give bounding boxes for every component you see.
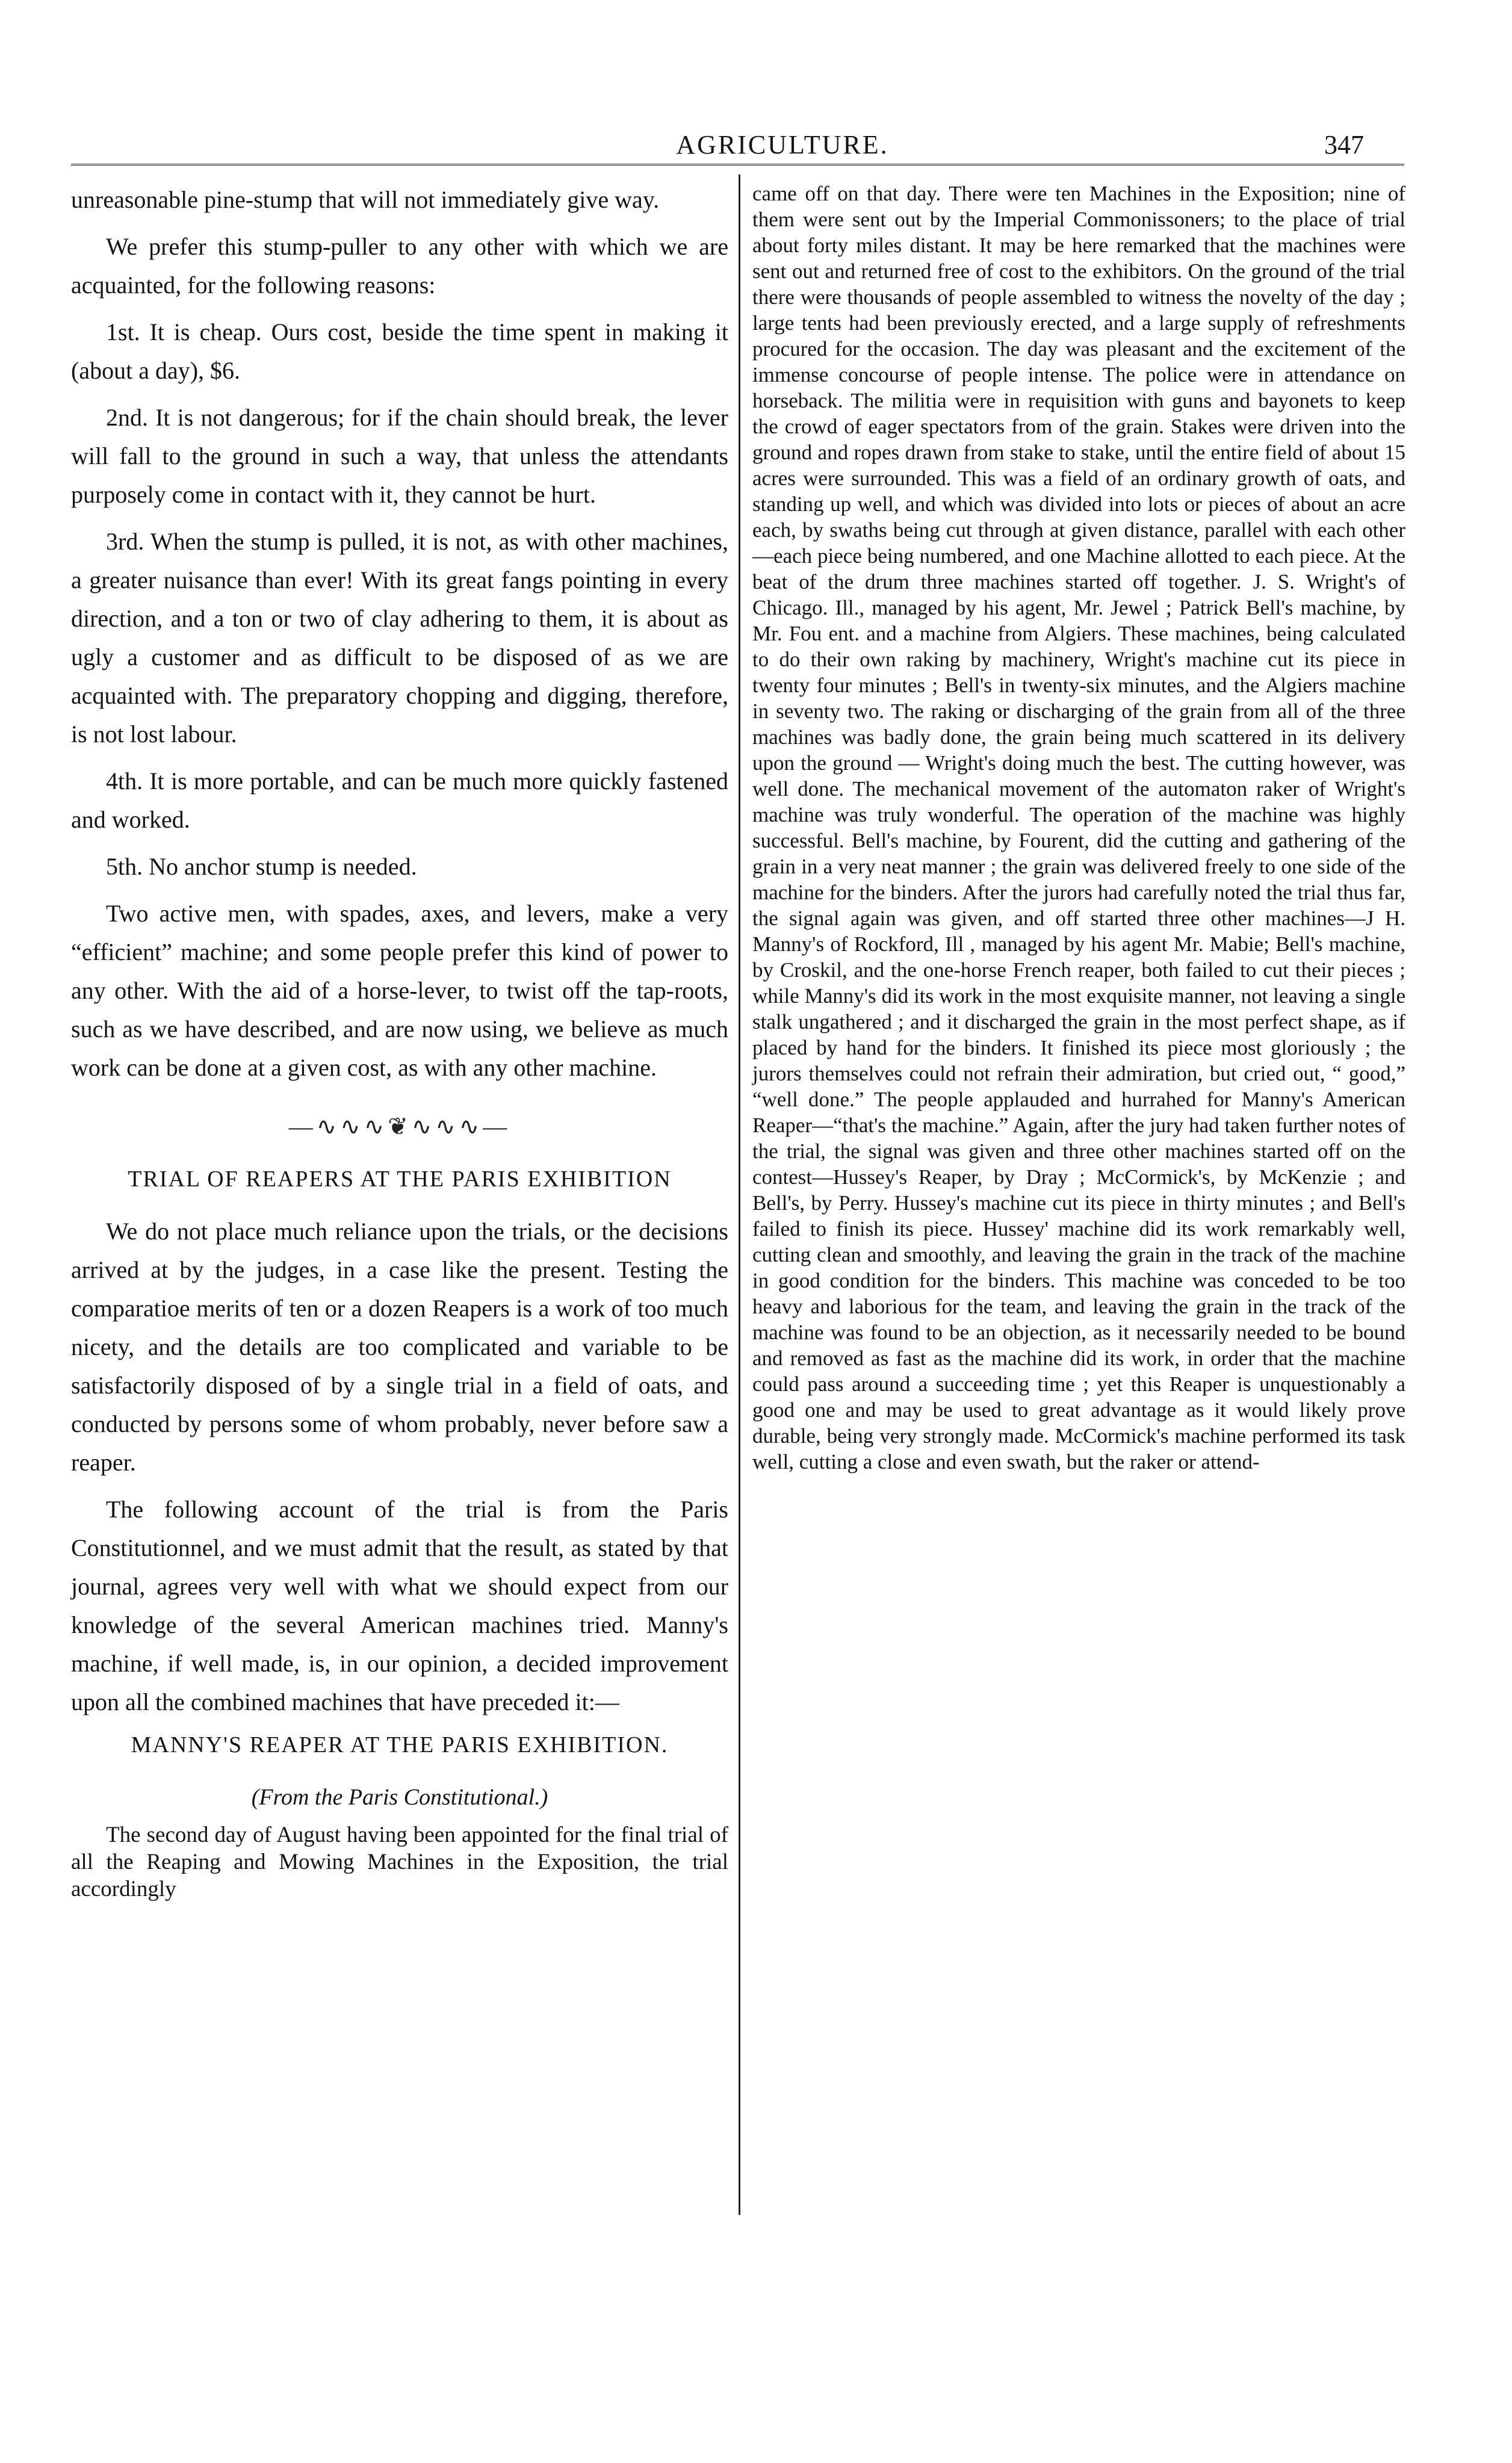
page-number: 347 xyxy=(1324,130,1364,160)
ornament-divider: —∿∿∿❦∿∿∿— xyxy=(288,1113,511,1140)
paragraph: We prefer this stump-puller to any other with which we are acquainted, for the following reasons: xyxy=(71,233,728,299)
header-rule xyxy=(71,164,1404,166)
paragraph: The following account of the trial is from the Paris Constitutionnel, and we must admit that the result, as stated by that journal, agrees very well with what we should expect from our knowledge of the several American machines tried. Manny's machine, if well made, is, in our opinion, a decided improvement upon all the combined machines that have preceded it:— xyxy=(71,1496,728,1715)
paragraph: 5th. No anchor stump is needed. xyxy=(106,853,417,880)
article-source: (From the Paris Constitutional.) xyxy=(251,1785,548,1810)
paragraph: 4th. It is more portable, and can be much more quickly fastened and worked. xyxy=(71,767,728,833)
paragraph: We do not place much reliance upon the trials, or the decisions arrived at by the judges, in a case like the present. Testing the comparatioe merits of ten or a dozen Reapers is a work of too much nicety, and the details are too complicated and variable to be satisfactorily disposed of by a single trial in a field of oats, and conducted by persons some of whom probably, never before saw a reaper. xyxy=(71,1218,728,1476)
right-column xyxy=(752,181,1405,1475)
left-column xyxy=(71,181,728,1903)
paragraph: unreasonable pine-stump that will not immediately give way. xyxy=(71,186,660,213)
paragraph: 1st. It is cheap. Ours cost, beside the time spent in making it (about a day), $6. xyxy=(71,318,728,384)
paragraph: 3rd. When the stump is pulled, it is not, as with other machines, a greater nuisance than ever! With its great fangs pointing in every direction, and a ton or two of clay adhering to them, it is about as ugly a customer and as difficult to be disposed of as we are acquainted with. The preparatory chopping and digging, therefore, is not lost labour. xyxy=(71,528,728,748)
running-title: AGRICULTURE. xyxy=(676,130,889,160)
article-heading: MANNY'S REAPER AT THE PARIS EXHIBITION. xyxy=(131,1732,669,1758)
article-body-start xyxy=(71,1821,728,1903)
paragraph: Two active men, with spades, axes, and levers, make a very “efficient” machine; and some people prefer this kind of power to any other. With the aid of a horse-lever, to twist off the tap-roots, such as we have described, and are now using, we believe as much work can be done at a given cost, as with any other machine. xyxy=(71,900,728,1081)
article-body-continued: came off on that day. There were ten Machines in the Exposition; nine of them were sent out by the Imperial Commonissoners; to the place of trial about forty miles distant. It may be here remarked that the machines were sent out and returned free of cost to the exhibitors. On the ground of the trial there were thousands of people assembled to witness the novelty of the day ; large tents had been previously erected, and a large supply of refreshments procured for the occasion. The day was pleasant and the excitement of the immense concourse of people intense. The police were in attendance on horseback. The militia were in requisition with guns and bayonets to keep the crowd of eager spectators from of the grain. Stakes were driven into the ground and ropes drawn from stake to stake, until the entire field of about 15 acres were surrounded. This was a field of an ordinary growth of oats, and standing up well, and which was divided into lots or pieces of about an acre each, by swaths being cut through at given distance, parallel with each other—each piece being numbered, and one Machine allotted to each piece. At the beat of the drum three machines started off together. J. S. Wright's of Chicago. Ill., managed by his agent, Mr. Jewel ; Patrick Bell's machine, by Mr. Fou ent. and a machine from Algiers. These machines, being calculated to do their own raking by machinery, Wright's machine cut its piece in twenty four minutes ; Bell's in twenty-six minutes, and the Algiers machine in seventy two. The raking or discharging of the grain from all of the three machines was badly done, the grain being much scattered in its delivery upon the ground — Wright's doing much the best. The cutting however, was well done. The mechanical movement of the automaton raker of Wright's machine was truly wonderful. The operation of the machine was highly successful. Bell's machine, by Fourent, did the cutting and gathering of the grain in a very neat manner ; the grain was delivered freely to one side of the machine for the binders. After the jurors had carefully noted the trial thus far, the signal again was given, and off started three other machines—J H. Manny's of Rockford, Ill , managed by his agent Mr. Mabie; Bell's machine, by Croskil, and the one-horse French reaper, both failed to cut their pieces ; while Manny's did its work in the most exquisite manner, not leaving a single stalk ungathered ; and it discharged the grain in the most perfect shape, as if placed by hand for the binders. It finished its piece most gloriously ; the jurors themselves could not refrain their admiration, but cried out, “ good,” “well done.” The people applauded and hurrahed for Manny's American Reaper—“that's the machine.” Again, after the jury had taken further notes of the trial, the signal was given and three other machines started off on the contest—Hussey's Reaper, by Dray ; McCormick's, by McKenzie ; and Bell's, by Perry. Hussey's machine cut its piece in thirty minutes ; and Bell's failed to finish its piece. Hussey' machine did its work remarkably well, cutting clean and smoothly, and leaving the grain in the track of the machine in good condition for the binders. This machine was conceded to be too heavy and laborious for the team, and leaving the grain in the track of the machine was found to be an objection, as it necessarily needed to be bound and removed as fast as the machine did its work, in order that the machine could pass around a succeeding time ; yet this Reaper is unquestionably a good one and may be used to great advantage as it would likely prove durable, being very strongly made. McCormick's machine performed its task well, cutting a close and even swath, but the raker or attend- xyxy=(752,182,1405,1473)
column-divider xyxy=(739,175,740,2215)
paragraph: The second day of August having been appointed for the final trial of all the Reaping and Mowing Machines in the Exposition, the trial accordingly xyxy=(71,1823,728,1901)
section-heading: TRIAL OF REAPERS AT THE PARIS EXHIBITION xyxy=(128,1166,672,1192)
paragraph: 2nd. It is not dangerous; for if the chain should break, the lever will fall to the ground in such a way, that unless the attendants purposely come in contact with it, they cannot be hurt. xyxy=(71,404,728,508)
